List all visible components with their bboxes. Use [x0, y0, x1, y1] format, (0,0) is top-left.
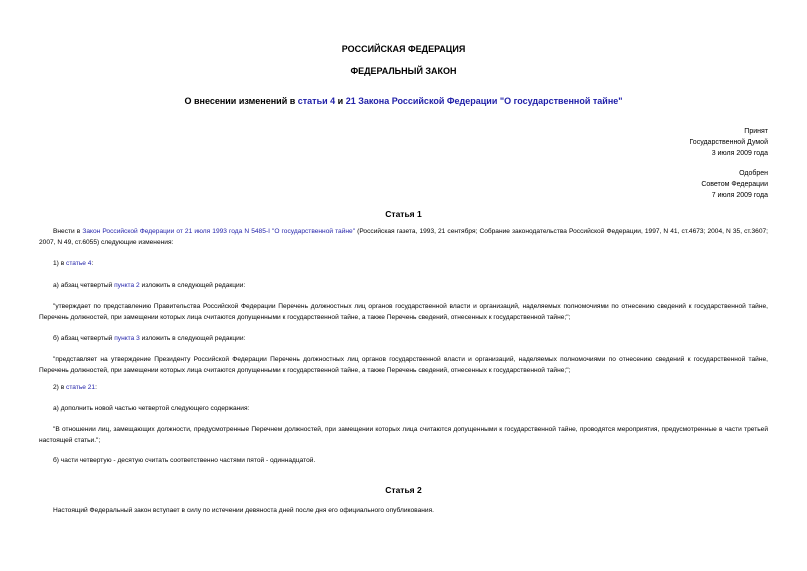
item-2 — [39, 382, 768, 393]
item-1a-pre: а) абзац четвертый — [53, 282, 115, 289]
document-title — [0, 96, 807, 106]
intro-text-pre: Внести в — [53, 228, 83, 235]
item-2-article-21-link[interactable]: статье 21 — [66, 384, 96, 391]
accepted-date: 3 июля 2009 года — [711, 150, 768, 157]
title-text-2: и — [335, 96, 346, 106]
article-1-intro — [39, 226, 768, 248]
item-1 — [39, 258, 768, 269]
item-1a-post: изложить в следующей редакции: — [139, 282, 246, 289]
document-type-heading: ФЕДЕРАЛЬНЫЙ ЗАКОН — [350, 66, 457, 76]
item-1b-text: "представляет на утверждение Президенту Российской Федерации Перечень должностных лиц органов государственной власти и организаций, наделяемых полномочиями по отнесению сведений к государственной тайне, Перечень должностей, при замещении которых лица считаются допущенными к государственной тайне, а также Перечень сведений, отнесенных к государственной тайне;"; — [39, 356, 768, 374]
item-2b: б) части четвертую - десятую считать соответственно частями пятой - одиннадцатой. — [53, 457, 316, 464]
accepted-by: Государственной Думой — [689, 139, 768, 146]
item-2-post: : — [95, 384, 97, 391]
approved-date: 7 июля 2009 года — [711, 192, 768, 199]
intro-law-link[interactable]: Закон Российской Федерации от 21 июля 1993 года N 5485-I — [82, 228, 270, 235]
item-1a-text: "утверждает по представлению Правительства Российской Федерации Перечень должностных лиц органов государственной власти и организаций, наделяемых полномочиями по отнесению сведений к государственной тайне, Перечень должностей, при замещении которых лица считаются допущенными к государственной тайне, а также Перечень сведений, отнесенных к государственной тайне;"; — [39, 303, 768, 321]
approved-label: Одобрен — [739, 170, 768, 177]
intro-text-post: (Российская газета, 1993, 21 сентября; Собрание законодательства Российской Федерации, 1997, N 41, ст.4673; 2004, N 35, ст.3607; 2007, N 49, ст.6055) следующие изменения: — [39, 228, 769, 246]
item-1b-pre: б) абзац четвертый — [53, 335, 115, 342]
article-2-text: Настоящий Федеральный закон вступает в силу по истечении девяноста дней после дня его официального опубликования. — [53, 507, 434, 514]
item-1-pre: 1) в — [53, 260, 67, 267]
item-1-article-4-link[interactable]: статье 4 — [66, 260, 92, 267]
state-heading: РОССИЙСКАЯ ФЕДЕРАЦИЯ — [341, 44, 466, 54]
item-1-post: : — [91, 260, 94, 267]
item-1a-point-2-link[interactable]: пункта 2 — [114, 282, 140, 289]
item-2-pre: 2) в — [53, 384, 67, 391]
intro-law-name-link[interactable]: "О государственной тайне" — [271, 228, 356, 235]
item-1b — [39, 333, 768, 344]
adoption-block-council — [568, 168, 768, 201]
article-2-heading: Статья 2 — [385, 485, 422, 495]
item-1b-point-3-link[interactable]: пункта 3 — [114, 335, 140, 342]
accepted-label: Принят — [744, 128, 768, 135]
title-link-article-21[interactable]: 21 Закона Российской Федерации "О государственной тайне" — [345, 96, 623, 106]
article-1-heading: Статья 1 — [385, 209, 422, 219]
item-2a: а) дополнить новой частью четвертой следующего содержания: — [53, 405, 250, 412]
item-1b-post: изложить в следующей редакции: — [139, 335, 246, 342]
approved-by: Советом Федерации — [701, 181, 768, 188]
title-link-article-4[interactable]: статьи 4 — [297, 96, 336, 106]
title-text-1: О внесении изменений в — [184, 96, 298, 106]
item-1a — [39, 280, 768, 291]
item-2a-text: "В отношении лиц, замещающих должности, предусмотренные Перечнем должностей, при замещении которых лица считаются допущенными к государственной тайне, проводятся мероприятия, предусмотренные в части третьей настоящей статьи."; — [39, 426, 768, 444]
adoption-block-duma — [568, 126, 768, 159]
